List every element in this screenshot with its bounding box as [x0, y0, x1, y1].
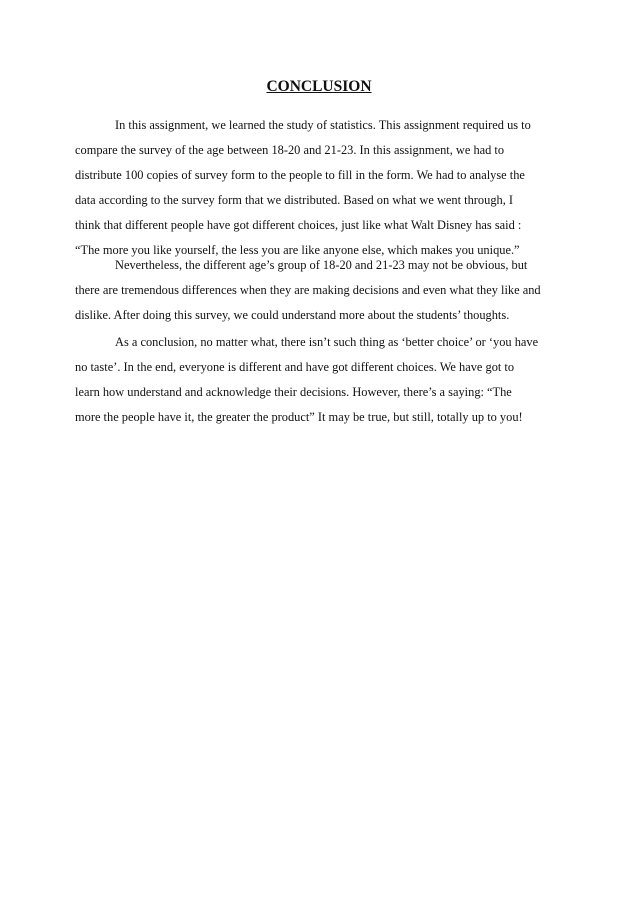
paragraph-line: learn how understand and acknowledge their decisions. However, there’s a saying: “The	[75, 385, 512, 399]
paragraph-differences	[75, 253, 565, 328]
paragraph-line: dislike. After doing this survey, we could understand more about the students’ thoughts.	[75, 308, 510, 322]
paragraph-line: compare the survey of the age between 18-20 and 21-23. In this assignment, we had to	[75, 143, 505, 157]
paragraph-line: distribute 100 copies of survey form to the people to fill in the form. We had to analyse the	[75, 168, 525, 182]
paragraph-line: In this assignment, we learned the study of statistics. This assignment required us to	[115, 118, 531, 132]
paragraph-line: there are tremendous differences when they are making decisions and even what they like and	[75, 283, 541, 297]
paragraph-line: no taste’. In the end, everyone is different and have got different choices. We have got to	[75, 360, 515, 374]
paragraph-line: “The more you like yourself, the less you are like anyone else, which makes you unique.”	[75, 243, 520, 257]
paragraph-line: think that different people have got different choices, just like what Walt Disney has said :	[75, 218, 522, 232]
paragraph-introduction	[75, 113, 565, 263]
paragraph-line: As a conclusion, no matter what, there isn’t such thing as ‘better choice’ or ‘you have	[115, 335, 539, 349]
paragraph-line: Nevertheless, the different age’s group of 18-20 and 21-23 may not be obvious, but	[115, 258, 528, 272]
paragraph-line: more the people have it, the greater the product” It may be true, but still, totally up to you!	[75, 410, 523, 424]
page-title: CONCLUSION	[266, 78, 372, 95]
paragraph-line: data according to the survey form that we distributed. Based on what we went through, I	[75, 193, 514, 207]
paragraph-conclusion	[75, 330, 565, 430]
